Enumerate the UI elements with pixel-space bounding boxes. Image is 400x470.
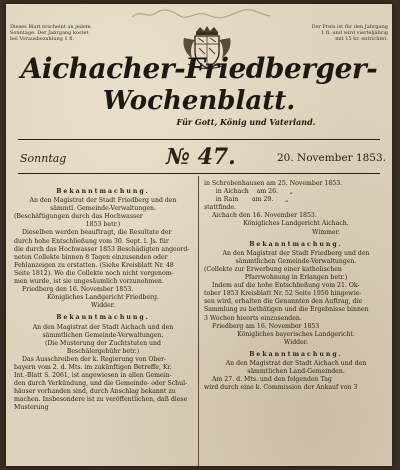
- price-note-right: Der Preis ist für den Jahrgang 1 fl. und wird vierteljährig mit 15 kr. entrichtet.: [311, 24, 388, 42]
- left-col-text-line: bayern vom 2. d. Mts. im zukünftigen Betreffe, Kr.: [14, 363, 172, 371]
- left-col-text-line: Seite 1812). Wo die Collekte noch nicht vorgenom-: [14, 269, 174, 277]
- left-col-centered-line: (Die Musterung der Zuchtstuten und: [45, 339, 161, 347]
- issue-day: Sonntag: [20, 152, 67, 165]
- right-col-paragraph-line: Indem auf die hohe Entschließung vom 21. Ok-: [212, 282, 360, 290]
- right-col-text-line: 3 Wochen hieorts einzusenden.: [204, 314, 302, 322]
- right-col-centered-line: An den Magistrat der Stadt Friedberg und den: [222, 249, 370, 257]
- left-column: [14, 184, 192, 413]
- left-col-text-line: (Beschäftigungen durch das Hochwasser: [14, 213, 143, 221]
- newspaper-title-line1: Aichacher-Friedberger-: [20, 52, 378, 85]
- left-col-heading: Bekanntmachung.: [56, 188, 150, 195]
- left-col-text-line: den durch Verkündung, und die Gemeinde- oder Schul-: [14, 380, 188, 388]
- right-col-centered-line: Königliches bayerisches Landgericht.: [237, 330, 355, 338]
- right-col-text-line: wird durch eine k. Commission der Ankauf von 3: [204, 384, 358, 392]
- right-col-centered-line: An den Magistrat der Stadt Aichach und den: [225, 359, 367, 367]
- left-col-text-line: machen. Insbesondere ist zu veröffentlichen, daß diese: [14, 396, 188, 404]
- column-divider: [198, 176, 199, 466]
- right-col-centered-line: Widder.: [283, 338, 309, 346]
- left-col-paragraph-line: Friedberg den 16. November 1853.: [22, 286, 134, 294]
- right-col-signature-line: Wimmer.: [312, 228, 340, 236]
- newspaper-page: [6, 4, 392, 466]
- right-col-centered-line: sämmtlichen Gemeinde-Verwaltungen.: [235, 257, 357, 265]
- left-col-text-line: häuser vorhanden sind, durch Anschlag bekannt zu: [14, 388, 176, 396]
- right-col-centered-line: Königliches Landgericht Aichach.: [243, 220, 349, 228]
- newspaper-title-line2: Wochenblatt.: [102, 86, 296, 116]
- left-col-centered-line: 1853 betr.): [85, 221, 121, 229]
- right-col-text-line: tober 1853 Kreisblatt Nr. 52 Seite 1950 hingewie-: [204, 290, 362, 298]
- left-col-centered-line: sämmtlichen Gemeinde-Verwaltungen.: [42, 331, 164, 339]
- right-col-text-line: (Collekte zur Erwerbung einer katholischen: [204, 265, 342, 273]
- right-col-text-line: sen wird, erhalten die Genannten den Auftrag, die: [204, 298, 363, 306]
- masthead-rule-bottom: [18, 173, 380, 174]
- left-col-centered-line: sämmtl. Gemeinde-Verwaltungen.: [50, 205, 156, 213]
- left-col-paragraph-line: Das Ausschreiben der k. Regierung von Ober-: [22, 355, 167, 363]
- subscription-note-left: Dieses Blatt erscheint an jedem Sonntage. Der Jahrgang kostet bei Vorausbezahlung 1 fl.: [10, 24, 91, 42]
- left-col-heading: Bekanntmachung.: [56, 314, 150, 322]
- newspaper-motto: Für Gott, König und Vaterland.: [176, 117, 316, 127]
- right-col-text-line: in Rain am 29. „: [204, 196, 289, 204]
- left-col-text-line: men wurde, ist sie ungesäumlich vorzunehmen.: [14, 278, 164, 286]
- left-col-text-line: Int.-Blatt S. 2061, ist angewiesen in allen Gemein-: [14, 372, 172, 380]
- left-col-centered-line: Widder.: [90, 302, 116, 310]
- right-col-centered-line: sämmtlichen Land-Gemeinden.: [247, 368, 345, 376]
- right-col-text-line: Sammlung zu bethätigen und die Ergebnisse binnen: [204, 306, 369, 314]
- masthead-rule-top: [18, 139, 380, 140]
- left-col-centered-line: Königliches Landgericht Friedberg.: [47, 294, 159, 302]
- left-col-text-line: Musterung: [14, 404, 49, 412]
- right-col-heading: Bekanntmachung.: [249, 240, 343, 248]
- right-col-text-line: in Aichach am 26. „: [204, 188, 294, 196]
- right-column: [204, 180, 388, 392]
- left-col-centered-line: An den Magistrat der Stadt Friedberg und den: [29, 197, 177, 205]
- left-col-centered-line: An den Magistrat der Stadt Aichach und den: [32, 323, 174, 331]
- left-col-text-line: durch hohe Entschließung vom 30. Sept. l. Js. für: [14, 237, 169, 245]
- right-col-paragraph-line: Aichach den 16. November 1853.: [212, 212, 317, 220]
- left-col-text-line: neten Collekte binnen 8 Tagen einzusenden oder: [14, 253, 168, 261]
- issue-date: 20. November 1853.: [277, 152, 386, 164]
- handwritten-signature: [126, 6, 276, 20]
- right-col-heading: Bekanntmachung.: [249, 350, 343, 358]
- right-col-paragraph-line: Friedberg am 16. November 1853: [212, 322, 320, 330]
- left-col-centered-line: Beschälergebühr betr.): [66, 347, 140, 355]
- left-col-text-line: die durch das Hochwasser 1853 Beschädigten angeord-: [14, 245, 190, 253]
- left-col-text-line: Fehlanzeigen zu erstatten. (Siehe Kreisblatt Nr. 48: [14, 261, 174, 269]
- issue-number: № 47.: [166, 144, 236, 170]
- right-col-text-line: stattfinde.: [204, 204, 237, 212]
- left-col-paragraph-line: Dieselben werden beauftragt, die Resultate der: [22, 229, 172, 237]
- right-col-centered-line: Pfarrwohnung in Erlangen betr.): [244, 274, 348, 282]
- right-col-paragraph-line: Am 27. d. Mts. und den folgenden Tag: [212, 376, 332, 384]
- right-col-text-line: in Schrobenhausen am 25. November 1853.: [204, 180, 343, 187]
